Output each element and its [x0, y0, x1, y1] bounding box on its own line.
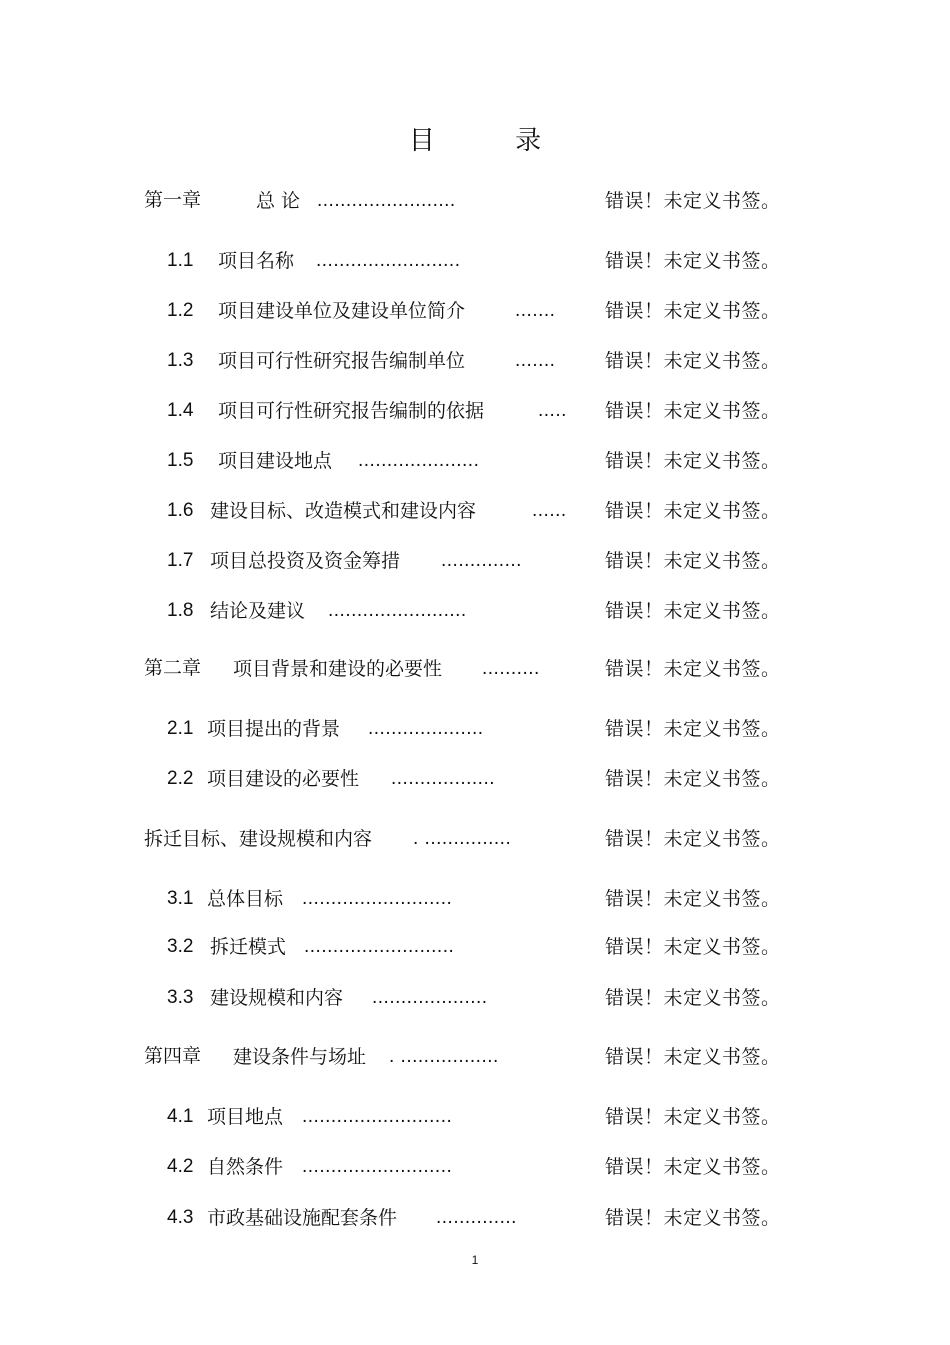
toc-entry-page: 错误！未定义书签。: [605, 300, 781, 322]
toc-entry-page: 错误！未定义书签。: [605, 658, 781, 680]
toc-entry-page: 错误！未定义书签。: [605, 987, 781, 1009]
toc-section-entry[interactable]: [0, 764, 950, 794]
toc-section-entry[interactable]: [0, 496, 950, 526]
toc-entry-page: 错误！未定义书签。: [605, 936, 781, 958]
toc-entry-number: 3.2: [167, 936, 194, 957]
toc-entry-leader: ..............: [441, 550, 522, 571]
toc-entry-label: 建设目标、改造模式和建设内容: [210, 500, 477, 522]
toc-entry-number: 1.1: [167, 250, 194, 271]
toc-section-entry[interactable]: [0, 346, 950, 376]
toc-entry-label: 结论及建议: [210, 600, 306, 622]
toc-entry-page: 错误！未定义书签。: [605, 600, 781, 622]
toc-entry-leader: ..................: [391, 768, 496, 789]
page-title: 目 录: [408, 126, 578, 156]
toc-entry-leader: . ...............: [413, 828, 512, 849]
toc-section-entry[interactable]: [0, 1203, 950, 1233]
toc-entry-leader: ......: [532, 500, 567, 521]
toc-entry-page: 错误！未定义书签。: [605, 1207, 781, 1229]
toc-entry-leader: ........................: [328, 600, 467, 621]
toc-entry-label: 项目建设的必要性: [207, 768, 360, 790]
toc-entry-number: 4.2: [167, 1156, 194, 1177]
toc-entry-page: 错误！未定义书签。: [605, 828, 781, 850]
toc-section-entry[interactable]: [0, 932, 950, 962]
toc-entry-leader: ..............: [436, 1207, 517, 1228]
toc-chapter-entry[interactable]: [0, 654, 950, 684]
toc-entry-label: 项目可行性研究报告编制的依据: [218, 400, 485, 422]
toc-entry-label: 项目总投资及资金筹措: [210, 550, 401, 572]
toc-entry-leader: .......: [515, 300, 556, 321]
toc-entry-number: 第二章: [144, 658, 202, 679]
toc-entry-number: 1.8: [167, 600, 194, 621]
toc-section-entry[interactable]: [0, 1152, 950, 1182]
toc-entry-label: 项目可行性研究报告编制单位: [218, 350, 466, 372]
toc-section-entry[interactable]: [0, 596, 950, 626]
toc-entry-leader: ........................: [317, 190, 456, 211]
toc-entry-number: 4.3: [167, 1207, 194, 1228]
toc-entry-label: 项目背景和建设的必要性: [233, 658, 443, 680]
toc-entry-page: 错误！未定义书签。: [605, 550, 781, 572]
toc-entry-leader: .......: [515, 350, 556, 371]
toc-entry-page: 错误！未定义书签。: [605, 500, 781, 522]
toc-entry-page: 错误！未定义书签。: [605, 1046, 781, 1068]
toc-entry-leader: . .................: [389, 1046, 499, 1067]
toc-entry-leader: ..........................: [302, 888, 453, 909]
toc-entry-number: 1.6: [167, 500, 194, 521]
toc-entry-number: 2.2: [167, 768, 194, 789]
toc-entry-number: 1.3: [167, 350, 194, 371]
toc-entry-leader: ..........................: [304, 936, 455, 957]
toc-entry-leader: ....................: [372, 987, 488, 1008]
toc-entry-page: 错误！未定义书签。: [605, 350, 781, 372]
toc-entry-page: 错误！未定义书签。: [605, 250, 781, 272]
toc-entry-label: 建设条件与场址: [233, 1046, 367, 1068]
toc-section-entry[interactable]: [0, 983, 950, 1013]
toc-section-entry[interactable]: [0, 296, 950, 326]
toc-entry-label: 总 论: [256, 190, 301, 212]
toc-section-entry[interactable]: [0, 246, 950, 276]
toc-entry-number: 第一章: [144, 190, 202, 211]
toc-entry-page: 错误！未定义书签。: [605, 190, 781, 212]
toc-section-entry[interactable]: [0, 446, 950, 476]
toc-entry-leader: ..........................: [302, 1156, 453, 1177]
toc-entry-leader: ..........................: [302, 1106, 453, 1127]
toc-entry-label: 项目建设地点: [218, 450, 333, 472]
toc-section-entry[interactable]: [0, 1102, 950, 1132]
toc-entry-number: 2.1: [167, 718, 194, 739]
toc-entry-leader: .....................: [358, 450, 480, 471]
toc-entry-leader: .........................: [316, 250, 461, 271]
toc-chapter-entry[interactable]: [0, 186, 950, 216]
page-number: 1: [471, 1253, 479, 1267]
toc-entry-leader: ..........: [482, 658, 540, 679]
toc-entry-label: 建设规模和内容: [210, 987, 344, 1009]
toc-entry-page: 错误！未定义书签。: [605, 450, 781, 472]
toc-entry-page: 错误！未定义书签。: [605, 768, 781, 790]
toc-entry-page: 错误！未定义书签。: [605, 718, 781, 740]
toc-entry-number: 1.7: [167, 550, 194, 571]
toc-section-entry[interactable]: [0, 884, 950, 914]
toc-section-entry[interactable]: [0, 396, 950, 426]
toc-entry-page: 错误！未定义书签。: [605, 1156, 781, 1178]
toc-entry-label: 市政基础设施配套条件: [207, 1207, 398, 1229]
toc-entry-number: 1.4: [167, 400, 194, 421]
toc-chapter-entry[interactable]: [0, 1042, 950, 1072]
toc-entry-number: 3.1: [167, 888, 194, 909]
toc-entry-page: 错误！未定义书签。: [605, 1106, 781, 1128]
toc-section-entry[interactable]: [0, 546, 950, 576]
toc-entry-leader: .....: [538, 400, 567, 421]
toc-entry-label: 项目建设单位及建设单位简介: [218, 300, 466, 322]
toc-entry-leader: ....................: [368, 718, 484, 739]
toc-entry-label: 项目地点: [207, 1106, 284, 1128]
toc-chapter-entry[interactable]: [0, 824, 950, 854]
toc-entry-page: 错误！未定义书签。: [605, 400, 781, 422]
toc-entry-label: 拆迁模式: [210, 936, 287, 958]
toc-entry-number: 1.5: [167, 450, 194, 471]
toc-entry-number: 3.3: [167, 987, 194, 1008]
toc-entry-label: 拆迁目标、建设规模和内容: [144, 828, 373, 850]
toc-entry-number: 4.1: [167, 1106, 194, 1127]
toc-entry-number: 1.2: [167, 300, 194, 321]
toc-entry-page: 错误！未定义书签。: [605, 888, 781, 910]
toc-entry-label: 项目提出的背景: [207, 718, 341, 740]
toc-entry-label: 总体目标: [207, 888, 284, 910]
toc-section-entry[interactable]: [0, 714, 950, 744]
toc-entry-label: 自然条件: [207, 1156, 284, 1178]
toc-entry-number: 第四章: [144, 1046, 202, 1067]
toc-entry-label: 项目名称: [218, 250, 295, 272]
